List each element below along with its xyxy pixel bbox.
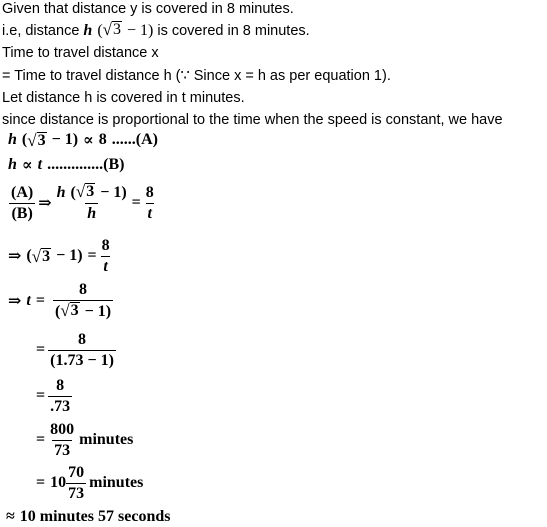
equation-ratio: $\frac{(A)}{(B)}$ ⇒ h ( √ 3 − 1) h = $\frac{8}{t}$ (11, 182, 154, 222)
equation-point73: = $\frac{8}{.73}$ (36, 376, 71, 415)
text-line-1: Given that distance y is covered in 8 minutes. (2, 1, 294, 17)
text-line-2 (2, 21, 310, 41)
text-line-6: since distance is proportional to the time when the speed is constant, we have (2, 112, 503, 128)
equation-decimal: = $\frac{8}{(1.73 - 1)}$ (36, 330, 114, 369)
fraction-8-over-decimal: $\frac{8}{(1.73 - 1)}$ (50, 330, 114, 369)
equation-solve-t: ⇒ t = 8 ( √ 3 − 1) (8, 281, 112, 320)
final-answer: ≈ 10 minutes 57 seconds (6, 508, 171, 525)
expr-h-sqrt3-minus1: h ( √ 3 − 1) (83, 20, 154, 39)
text-line-4: = Time to travel distance h (∵ Since x = h as per equation 1). (2, 68, 391, 84)
fraction-h-expr-over-h: h ( √ 3 − 1) h (56, 182, 127, 222)
equation-a: h ( √ 3 − 1 ) ∝ 8 ...... (A) (8, 130, 158, 150)
fraction-a-over-b: $\frac{(A)}{(B)}$ (11, 183, 34, 222)
fraction-800-over-73: $\frac{800}{73}$ (50, 420, 75, 459)
equation-b: h ∝ t .............. (B) (8, 156, 125, 174)
equation-800-over-73: = $\frac{800}{73}$ minutes (36, 420, 134, 459)
text-line-2-end: is covered in 8 minutes. (157, 23, 310, 39)
fraction-8-over-t: $\frac{8}{t}$ (145, 183, 154, 222)
text-line-2-start: i.e, distance (2, 23, 80, 39)
equation-mixed-number: = 10 $\frac{70}{73}$ minutes (36, 463, 144, 502)
equation-simplified: ⇒ ( √ 3 − 1 ) = $\frac{8}{t}$ (8, 236, 110, 275)
fraction-8-over-t-2: $\frac{8}{t}$ (101, 236, 110, 275)
text-line-3: Time to travel distance x (2, 45, 159, 61)
text-line-5: Let distance h is covered in t minutes. (2, 90, 245, 106)
fraction-8-over-point73: $\frac{8}{.73}$ (50, 376, 71, 415)
fraction-8-over-sqrt-expr: 8 ( √ 3 − 1) (54, 281, 112, 320)
fraction-70-over-73: $\frac{70}{73}$ (68, 463, 85, 502)
